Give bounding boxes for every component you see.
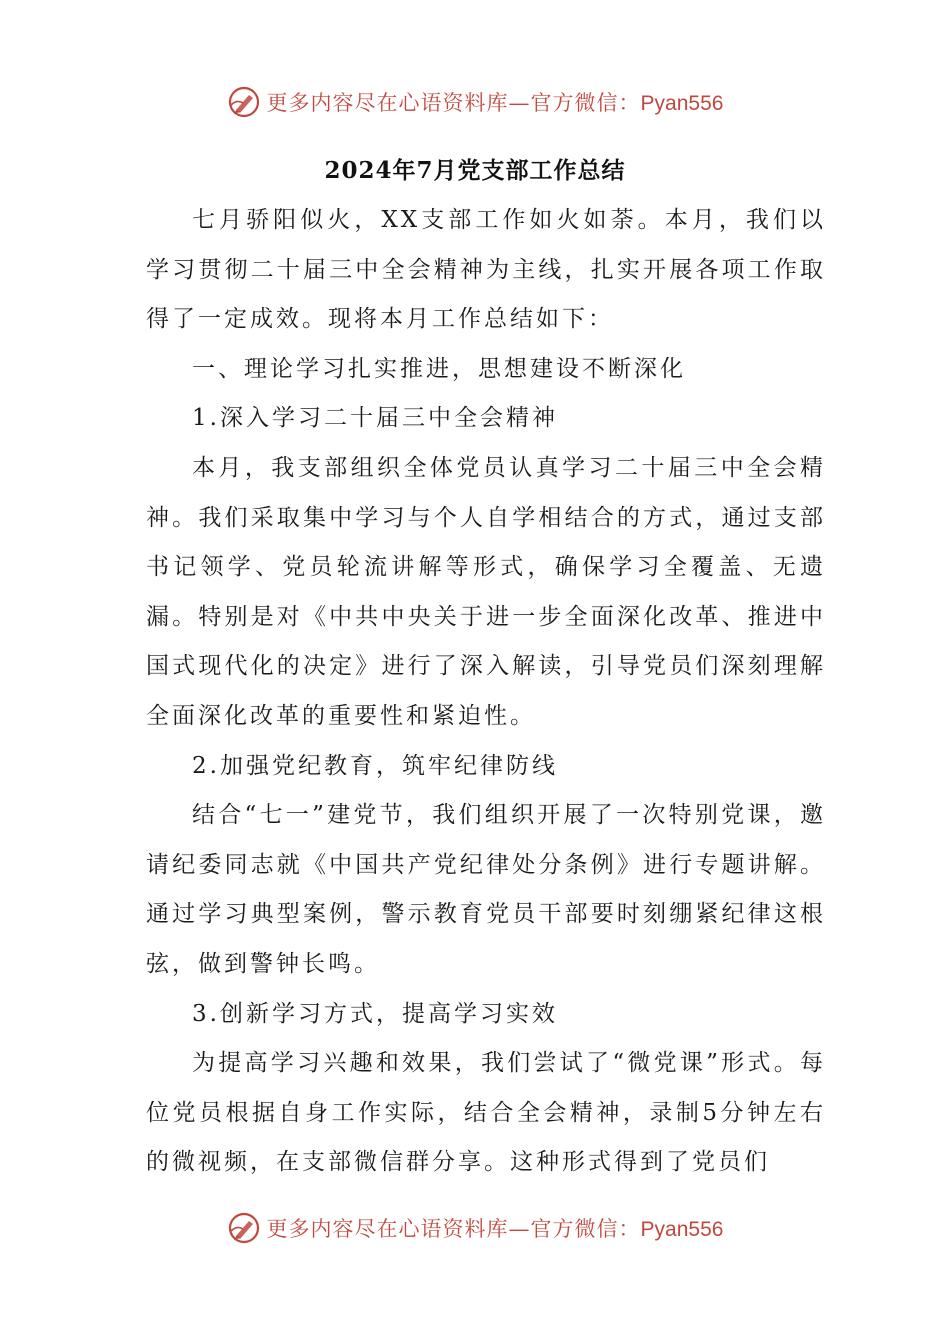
section-heading-1: 一、理论学习扎实推进，思想建设不断深化 <box>192 355 686 382</box>
subheading-3: 3.创新学习方式，提高学习实效 <box>192 1000 558 1027</box>
body-paragraph-3: 为提高学习兴趣和效果，我们尝试了“微党课”形式。每位党员根据自身工作实际，结合全会精神，录制5分钟左右的微视频，在支部微信群分享。这种形式得到了党员们 <box>146 1050 826 1176</box>
watermark-text: 更多内容尽在心语资料库—官方微信：Pyan556 <box>266 1217 724 1241</box>
watermark-wechat-id: Pyan556 <box>640 1218 724 1241</box>
intro-paragraph: 七月骄阳似火，XX支部工作如火如荼。本月，我们以学习贯彻二十届三中全会精神为主线，扎实开展各项工作取得了一定成效。现将本月工作总结如下： <box>146 207 826 333</box>
body-paragraph-1: 本月，我支部组织全体党员认真学习二十届三中全会精神。我们采取集中学习与个人自学相结合的方式，通过支部书记领学、党员轮流讲解等形式，确保学习全覆盖、无遗漏。特别是对《中共中央关于进一步全面深化改革、推进中国式现代化的决定》进行了深入解读，引导党员们深刻理解全面深化改革的重要性和紧迫性。 <box>146 454 826 729</box>
watermark-wechat-id: Pyan556 <box>640 92 724 115</box>
page-title: 2024年7月党支部工作总结 <box>324 157 626 184</box>
subheading-2: 2.加强党纪教育，筑牢纪律防线 <box>192 752 558 779</box>
watermark-text: 更多内容尽在心语资料库—官方微信：Pyan556 <box>266 91 724 115</box>
pen-logo-icon <box>227 1211 261 1245</box>
watermark-footer <box>0 1208 950 1248</box>
pen-logo-icon <box>227 85 261 119</box>
document-body <box>146 196 826 1188</box>
body-paragraph-2: 结合“七一”建党节，我们组织开展了一次特别党课，邀请纪委同志就《中国共产党纪律处分条例》进行专题讲解。通过学习典型案例，警示教育党员干部要时刻绷紧纪律这根弦，做到警钟长鸣。 <box>146 802 826 977</box>
subheading-1: 1.深入学习二十届三中全会精神 <box>192 405 558 432</box>
watermark-header <box>0 82 950 122</box>
